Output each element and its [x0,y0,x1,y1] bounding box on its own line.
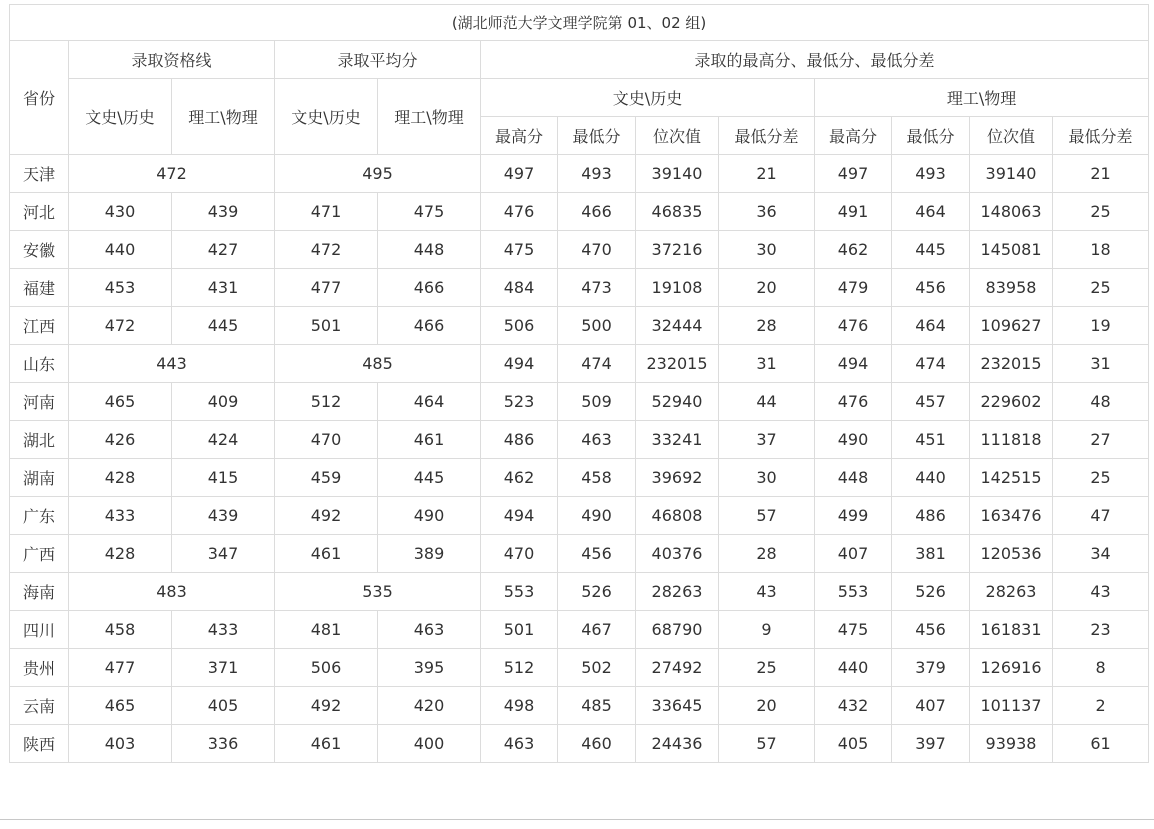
cell-arts-max: 512 [481,649,558,687]
cell-line-arts: 472 [69,307,172,345]
cell-sci-rank: 145081 [970,231,1053,269]
cell-sci-max: 462 [815,231,892,269]
cell-sci-max: 553 [815,573,892,611]
table-row [10,459,1149,497]
cell-line-arts: 440 [69,231,172,269]
cell-line-science: 415 [172,459,275,497]
admission-score-table [9,4,1149,763]
cell-line-science: 371 [172,649,275,687]
cell-sci-max: 440 [815,649,892,687]
cell-arts-min: 509 [558,383,636,421]
cell-sci-min: 456 [892,269,970,307]
cell-arts-rank: 68790 [636,611,719,649]
cell-arts-diff: 31 [719,345,815,383]
cell-sci-min: 440 [892,459,970,497]
cell-arts-diff: 25 [719,649,815,687]
cell-sci-rank: 111818 [970,421,1053,459]
cell-avg-science: 464 [378,383,481,421]
header-sci-diff: 最低分差 [1053,117,1149,155]
cell-province: 河北 [10,193,69,231]
cell-arts-rank: 33241 [636,421,719,459]
cell-arts-min: 473 [558,269,636,307]
cell-sci-min: 397 [892,725,970,763]
cell-province: 广西 [10,535,69,573]
cell-arts-rank: 24436 [636,725,719,763]
cell-province: 四川 [10,611,69,649]
cell-sci-min: 407 [892,687,970,725]
table-row [10,535,1149,573]
cell-avg-science: 400 [378,725,481,763]
cell-sci-min: 445 [892,231,970,269]
cell-sci-min: 456 [892,611,970,649]
cell-arts-diff: 30 [719,459,815,497]
cell-arts-rank: 52940 [636,383,719,421]
cell-sci-max: 497 [815,155,892,193]
cell-sci-rank: 39140 [970,155,1053,193]
cell-arts-diff: 43 [719,573,815,611]
cell-arts-min: 460 [558,725,636,763]
cell-sci-max: 476 [815,307,892,345]
cell-arts-max: 506 [481,307,558,345]
cell-avg-arts: 492 [275,497,378,535]
cell-sci-diff: 25 [1053,459,1149,497]
header-row-1 [10,41,1149,79]
cell-arts-diff: 37 [719,421,815,459]
cell-arts-diff: 28 [719,535,815,573]
cell-sci-min: 451 [892,421,970,459]
cell-avg-science: 389 [378,535,481,573]
cell-sci-diff: 2 [1053,687,1149,725]
cell-sci-max: 475 [815,611,892,649]
cell-qualifying-line: 483 [69,573,275,611]
table-row [10,687,1149,725]
cell-avg-arts: 512 [275,383,378,421]
cell-arts-rank: 28263 [636,573,719,611]
bottom-divider [0,819,1154,820]
cell-sci-max: 479 [815,269,892,307]
cell-arts-min: 502 [558,649,636,687]
table-row [10,611,1149,649]
header-group-science: 理工\物理 [815,79,1149,117]
header-max-min-diff: 录取的最高分、最低分、最低分差 [481,41,1149,79]
cell-arts-min: 458 [558,459,636,497]
cell-arts-max: 484 [481,269,558,307]
cell-sci-rank: 28263 [970,573,1053,611]
cell-arts-min: 467 [558,611,636,649]
cell-sci-max: 407 [815,535,892,573]
cell-province: 福建 [10,269,69,307]
cell-line-arts: 430 [69,193,172,231]
cell-province: 江西 [10,307,69,345]
cell-arts-rank: 39140 [636,155,719,193]
cell-arts-diff: 44 [719,383,815,421]
cell-line-science: 445 [172,307,275,345]
cell-arts-max: 462 [481,459,558,497]
cell-avg-arts: 501 [275,307,378,345]
cell-arts-rank: 40376 [636,535,719,573]
cell-sci-diff: 21 [1053,155,1149,193]
header-sci-rank: 位次值 [970,117,1053,155]
cell-arts-max: 501 [481,611,558,649]
cell-arts-min: 500 [558,307,636,345]
cell-sci-max: 491 [815,193,892,231]
cell-line-arts: 433 [69,497,172,535]
cell-avg-science: 461 [378,421,481,459]
header-province: 省份 [10,41,69,155]
cell-sci-max: 448 [815,459,892,497]
cell-arts-diff: 20 [719,269,815,307]
cell-arts-max: 494 [481,497,558,535]
cell-arts-diff: 9 [719,611,815,649]
cell-line-arts: 428 [69,535,172,573]
cell-sci-rank: 142515 [970,459,1053,497]
cell-sci-rank: 229602 [970,383,1053,421]
cell-arts-min: 470 [558,231,636,269]
cell-arts-diff: 36 [719,193,815,231]
cell-province: 山东 [10,345,69,383]
cell-sci-diff: 31 [1053,345,1149,383]
cell-line-science: 439 [172,497,275,535]
cell-sci-rank: 232015 [970,345,1053,383]
cell-arts-min: 466 [558,193,636,231]
cell-sci-rank: 120536 [970,535,1053,573]
cell-sci-diff: 61 [1053,725,1149,763]
cell-line-arts: 465 [69,687,172,725]
cell-arts-max: 494 [481,345,558,383]
cell-avg-arts: 492 [275,687,378,725]
table-title-row [10,5,1149,41]
cell-arts-max: 463 [481,725,558,763]
table-row [10,383,1149,421]
cell-arts-diff: 20 [719,687,815,725]
cell-arts-rank: 39692 [636,459,719,497]
cell-avg-arts: 459 [275,459,378,497]
cell-avg-science: 475 [378,193,481,231]
cell-qualifying-line: 472 [69,155,275,193]
cell-sci-min: 493 [892,155,970,193]
cell-sci-min: 474 [892,345,970,383]
table-row [10,269,1149,307]
cell-arts-max: 553 [481,573,558,611]
cell-avg-science: 420 [378,687,481,725]
cell-sci-max: 476 [815,383,892,421]
cell-avg-arts: 477 [275,269,378,307]
cell-arts-max: 486 [481,421,558,459]
cell-avg-arts: 470 [275,421,378,459]
table-row [10,497,1149,535]
header-arts-min: 最低分 [558,117,636,155]
header-avg-arts: 文史\历史 [275,79,378,155]
cell-avg-science: 395 [378,649,481,687]
cell-arts-max: 470 [481,535,558,573]
header-average-score: 录取平均分 [275,41,481,79]
cell-sci-diff: 43 [1053,573,1149,611]
cell-arts-diff: 28 [719,307,815,345]
cell-avg-science: 448 [378,231,481,269]
cell-line-science: 424 [172,421,275,459]
cell-sci-diff: 8 [1053,649,1149,687]
cell-province: 广东 [10,497,69,535]
cell-sci-rank: 109627 [970,307,1053,345]
cell-arts-rank: 46808 [636,497,719,535]
header-group-arts: 文史\历史 [481,79,815,117]
cell-average-score: 535 [275,573,481,611]
header-line-arts: 文史\历史 [69,79,172,155]
cell-sci-diff: 47 [1053,497,1149,535]
cell-arts-max: 475 [481,231,558,269]
cell-avg-science: 463 [378,611,481,649]
cell-sci-diff: 34 [1053,535,1149,573]
cell-sci-min: 464 [892,193,970,231]
cell-arts-min: 463 [558,421,636,459]
table-row [10,421,1149,459]
cell-arts-min: 490 [558,497,636,535]
cell-arts-rank: 46835 [636,193,719,231]
cell-avg-arts: 471 [275,193,378,231]
cell-arts-min: 493 [558,155,636,193]
cell-province: 云南 [10,687,69,725]
cell-arts-max: 497 [481,155,558,193]
cell-arts-max: 523 [481,383,558,421]
cell-arts-max: 476 [481,193,558,231]
cell-line-arts: 453 [69,269,172,307]
cell-average-score: 485 [275,345,481,383]
cell-line-science: 433 [172,611,275,649]
cell-sci-rank: 148063 [970,193,1053,231]
cell-line-arts: 458 [69,611,172,649]
cell-avg-arts: 472 [275,231,378,269]
cell-sci-min: 486 [892,497,970,535]
cell-arts-max: 498 [481,687,558,725]
header-arts-max: 最高分 [481,117,558,155]
cell-sci-min: 526 [892,573,970,611]
cell-line-arts: 465 [69,383,172,421]
cell-arts-rank: 32444 [636,307,719,345]
header-qualifying-line: 录取资格线 [69,41,275,79]
cell-average-score: 495 [275,155,481,193]
cell-sci-diff: 18 [1053,231,1149,269]
header-avg-science: 理工\物理 [378,79,481,155]
cell-arts-diff: 57 [719,725,815,763]
table-row [10,155,1149,193]
cell-line-science: 347 [172,535,275,573]
table-row [10,345,1149,383]
cell-line-arts: 403 [69,725,172,763]
cell-province: 天津 [10,155,69,193]
header-arts-diff: 最低分差 [719,117,815,155]
scrollbar-track[interactable] [1150,0,1154,818]
header-sci-min: 最低分 [892,117,970,155]
table-row [10,573,1149,611]
cell-arts-diff: 21 [719,155,815,193]
cell-arts-min: 526 [558,573,636,611]
header-line-science: 理工\物理 [172,79,275,155]
cell-sci-max: 494 [815,345,892,383]
cell-sci-diff: 48 [1053,383,1149,421]
cell-sci-diff: 25 [1053,269,1149,307]
cell-province: 海南 [10,573,69,611]
cell-qualifying-line: 443 [69,345,275,383]
cell-province: 河南 [10,383,69,421]
cell-sci-max: 405 [815,725,892,763]
cell-avg-arts: 461 [275,535,378,573]
cell-arts-min: 456 [558,535,636,573]
cell-avg-arts: 481 [275,611,378,649]
cell-arts-min: 474 [558,345,636,383]
cell-avg-arts: 506 [275,649,378,687]
header-arts-rank: 位次值 [636,117,719,155]
cell-line-science: 439 [172,193,275,231]
cell-province: 陕西 [10,725,69,763]
cell-sci-rank: 83958 [970,269,1053,307]
cell-arts-rank: 33645 [636,687,719,725]
cell-avg-science: 490 [378,497,481,535]
cell-sci-max: 499 [815,497,892,535]
cell-sci-rank: 163476 [970,497,1053,535]
cell-sci-max: 490 [815,421,892,459]
cell-line-science: 336 [172,725,275,763]
cell-sci-diff: 19 [1053,307,1149,345]
cell-line-arts: 477 [69,649,172,687]
cell-line-science: 431 [172,269,275,307]
cell-arts-min: 485 [558,687,636,725]
table-row [10,725,1149,763]
cell-avg-science: 466 [378,307,481,345]
cell-avg-arts: 461 [275,725,378,763]
header-sci-max: 最高分 [815,117,892,155]
cell-sci-min: 381 [892,535,970,573]
cell-line-arts: 428 [69,459,172,497]
cell-arts-rank: 27492 [636,649,719,687]
cell-sci-min: 464 [892,307,970,345]
cell-sci-max: 432 [815,687,892,725]
cell-province: 安徽 [10,231,69,269]
cell-sci-rank: 126916 [970,649,1053,687]
table-row [10,193,1149,231]
table-row [10,231,1149,269]
cell-line-science: 409 [172,383,275,421]
header-row-2 [10,79,1149,117]
cell-sci-diff: 25 [1053,193,1149,231]
cell-arts-diff: 57 [719,497,815,535]
cell-sci-diff: 27 [1053,421,1149,459]
cell-sci-diff: 23 [1053,611,1149,649]
cell-line-science: 427 [172,231,275,269]
table-row [10,307,1149,345]
cell-sci-rank: 161831 [970,611,1053,649]
cell-arts-rank: 37216 [636,231,719,269]
cell-sci-rank: 93938 [970,725,1053,763]
table-title: (湖北师范大学文理学院第 01、02 组) [10,5,1149,41]
cell-province: 贵州 [10,649,69,687]
cell-arts-diff: 30 [719,231,815,269]
cell-province: 湖南 [10,459,69,497]
cell-arts-rank: 19108 [636,269,719,307]
cell-arts-rank: 232015 [636,345,719,383]
table-row [10,649,1149,687]
cell-province: 湖北 [10,421,69,459]
cell-avg-science: 466 [378,269,481,307]
cell-sci-rank: 101137 [970,687,1053,725]
cell-line-science: 405 [172,687,275,725]
cell-sci-min: 379 [892,649,970,687]
cell-avg-science: 445 [378,459,481,497]
cell-sci-min: 457 [892,383,970,421]
cell-line-arts: 426 [69,421,172,459]
